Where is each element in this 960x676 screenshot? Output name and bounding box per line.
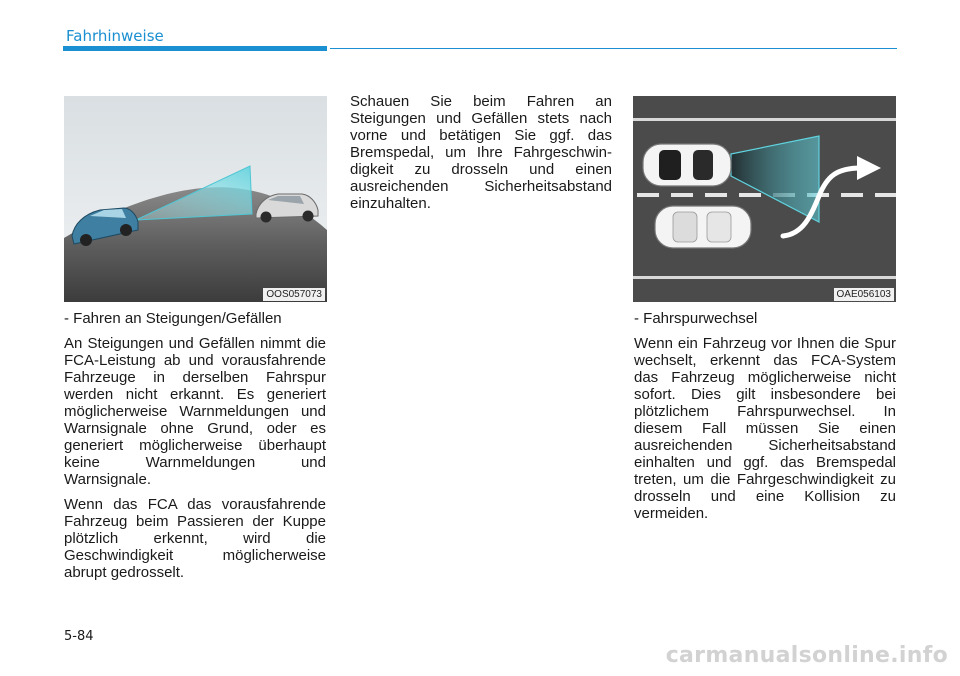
figure-slope-driving [64,96,327,302]
paragraph: Schauen Sie beim Fahren an Steigungen und Gefällen stets nach vorne und betätigen Sie ggf. das Bremspedal, um Ihre Fahrgeschwindigkeit zu drosseln und einen ausreichenden Sicherheitsabstand einzuhalten. [350,93,612,212]
page-number: 5-84 [64,629,94,644]
paragraph: Wenn ein Fahrzeug vor Ihnen die Spur wechselt, erkennt das FCA-System das Fahrzeug möglicherweise nicht sofort. Dies gilt insbesondere bei plötzlichem Fahrspurwechsel. In diesem Fall müssen Sie einen ausreichenden Sicherheitsabstand einhalten und ggf. das Bremspedal treten, um die Fahrgeschwindigkeit zu drosseln und eine Kollision zu vermeiden. [634,335,896,522]
road-edge-bottom [633,276,896,279]
text-column-2 [350,93,612,220]
caption-lane-change: - Fahrspurwechsel [634,310,758,327]
paragraph: Wenn das FCA das vorausfahrende Fahrzeug beim Passieren der Kuppe plötzlich erkennt, wird die Geschwindigkeit möglicherweise abrupt gedrosselt. [64,496,326,581]
text-column-1 [64,310,326,589]
caption-slope: - Fahren an Steigungen/Gefällen [64,310,282,327]
section-title: Fahrhinweise [66,27,164,45]
figure-code: OOS057073 [263,288,325,301]
text-column-3 [634,310,896,530]
watermark-logo: carmanualsonline.info [665,643,948,668]
slope-illustration [64,96,327,302]
paragraph: An Steigungen und Gefällen nimmt die FCA-Leistung ab und vorausfahrende Fahrzeuge in derselben Fahrspur werden nicht erkannt. Es generiert möglicherweise Warnmeldungen und Warnsignale ohne Grund, oder es generiert möglicherweise überhaupt keine Warnmeldungen und Warnsignale. [64,335,326,488]
header-rule-thin [330,48,897,49]
figure-lane-change [633,96,896,302]
figure-code: OAE056103 [834,288,895,301]
other-car-icon [655,206,751,248]
own-car-icon [643,144,731,186]
header-rule-thick [63,46,327,51]
lane-change-illustration [633,96,896,302]
road-surface [633,96,896,302]
road-edge-top [633,118,896,121]
